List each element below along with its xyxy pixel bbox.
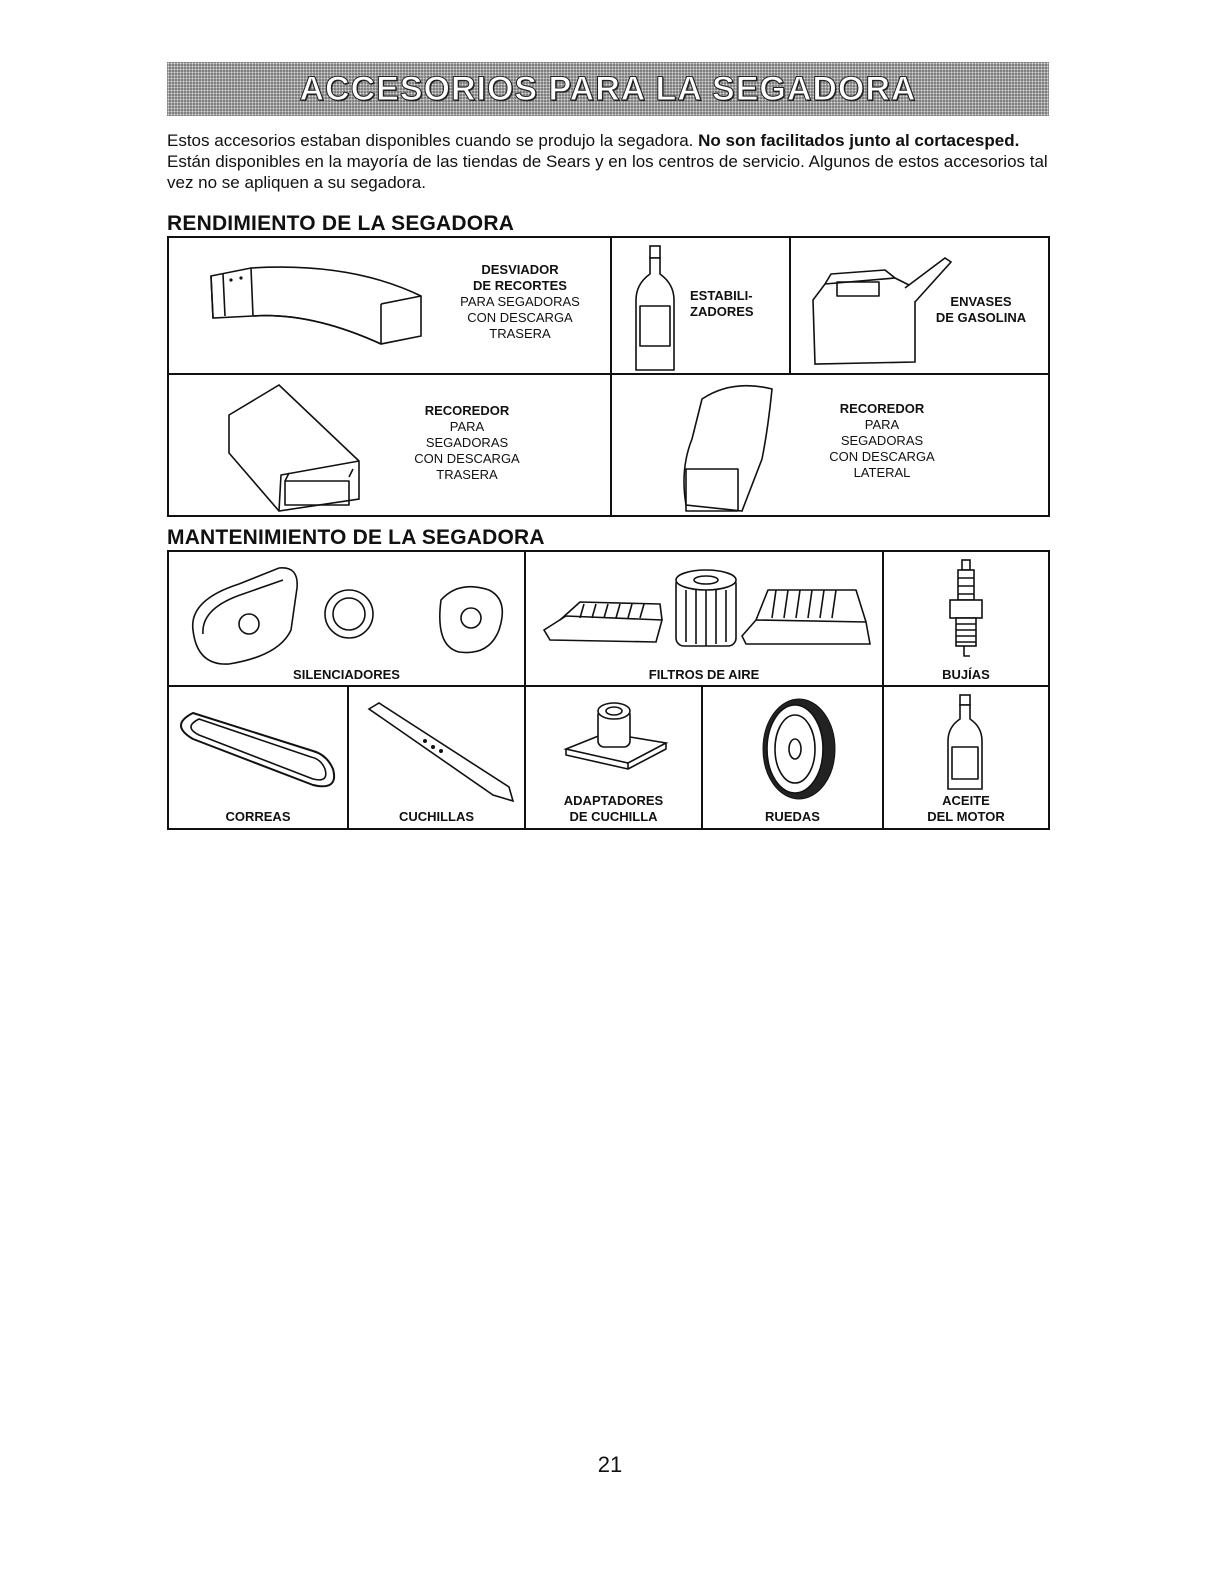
cell-wheels — [701, 685, 884, 830]
label-line: DESVIADOR — [481, 262, 559, 277]
blade-icon — [363, 697, 523, 807]
label-line: SEGADORAS — [425, 435, 509, 450]
label-line: RECOREDOR — [839, 401, 925, 416]
cell-grass-deflector — [167, 236, 612, 375]
mufflers-label: SILENCIADORES — [293, 667, 400, 682]
stabilizers-label — [690, 288, 760, 320]
rear-bagger-icon — [219, 381, 389, 511]
label-line: ZADORES — [690, 304, 754, 319]
spark-plug-icon — [942, 558, 992, 668]
intro-text-2: Están disponibles en la mayoría de las tiendas de Sears y en los centros de servicio. Algunos de estos accesorios tal vez no se apliquen a su segadora. — [167, 152, 1048, 192]
cell-mufflers — [167, 550, 526, 687]
label-line: CON DESCARGA — [467, 310, 573, 325]
intro-text-1: Estos accesorios estaban disponibles cuando se produjo la segadora. — [167, 131, 699, 150]
maintenance-section-title — [167, 526, 545, 550]
blades-label: CUCHILLAS — [398, 809, 475, 824]
performance-section-title — [167, 212, 514, 236]
label-line: TRASERA — [436, 467, 498, 482]
wheel-icon — [749, 693, 849, 803]
label-line: PARA — [864, 417, 900, 432]
spark-plugs-label: BUJÍAS — [942, 667, 990, 682]
belts-label: CORREAS — [225, 809, 291, 824]
label-line: SEGADORAS — [840, 433, 924, 448]
page-title: ACCESORIOS PARA LA SEGADORA — [299, 69, 917, 108]
side-bagger-icon — [672, 379, 792, 519]
blade-adapter-icon — [556, 695, 676, 785]
label-line: DEL MOTOR — [927, 809, 1005, 824]
intro-bold-text: No son facilitados junto al cortacesped. — [698, 131, 1020, 150]
grass-deflector-icon — [201, 256, 461, 376]
label-line: DE RECORTES — [473, 278, 567, 293]
label-line: LATERAL — [853, 465, 911, 480]
grass-deflector-label — [445, 262, 595, 342]
cell-engine-oil — [882, 685, 1050, 830]
air-filter-icon — [536, 560, 876, 670]
oil-bottle-icon — [942, 693, 992, 793]
cell-spark-plugs — [882, 550, 1050, 687]
cell-stabilizers — [610, 236, 791, 375]
muffler-icon — [179, 560, 519, 670]
label-line: TRASERA — [489, 326, 551, 341]
stabilizer-bottle-icon — [630, 244, 690, 374]
label-line: PARA — [449, 419, 485, 434]
side-bagger-label — [812, 401, 952, 481]
intro-paragraph — [167, 130, 1052, 193]
cell-side-bagger — [610, 373, 1050, 517]
label-line: PARA SEGADORAS — [460, 294, 580, 309]
engine-oil-label — [884, 793, 1048, 825]
maintenance-title-text: MANTENIMIENTO DE LA SEGADORA — [167, 526, 545, 549]
cell-air-filters — [524, 550, 884, 687]
label-line: RECOREDOR — [424, 403, 510, 418]
cell-blades — [347, 685, 526, 830]
label-line: CON DESCARGA — [829, 449, 935, 464]
title-banner — [167, 62, 1049, 116]
performance-title-text: RENDIMIENTO DE LA SEGADORA — [167, 212, 515, 235]
rear-bagger-label — [387, 403, 547, 483]
label-line: DE GASOLINA — [935, 310, 1027, 325]
label-line: ESTABILI- — [690, 288, 753, 303]
cell-belts — [167, 685, 349, 830]
cell-rear-bagger — [167, 373, 612, 517]
label-line: DE CUCHILLA — [569, 809, 658, 824]
cell-gas-cans — [789, 236, 1050, 375]
cell-blade-adapters — [524, 685, 703, 830]
blade-adapters-label — [526, 793, 701, 825]
wheels-label: RUEDAS — [765, 809, 820, 824]
page-number: 21 — [597, 1452, 623, 1477]
label-line: ADAPTADORES — [563, 793, 664, 808]
label-line: ACEITE — [942, 793, 990, 808]
belt-icon — [173, 699, 343, 799]
label-line: CON DESCARGA — [414, 451, 520, 466]
gas-cans-label — [921, 294, 1041, 326]
air-filters-label: FILTROS DE AIRE — [648, 667, 760, 682]
label-line: ENVASES — [950, 294, 1012, 309]
